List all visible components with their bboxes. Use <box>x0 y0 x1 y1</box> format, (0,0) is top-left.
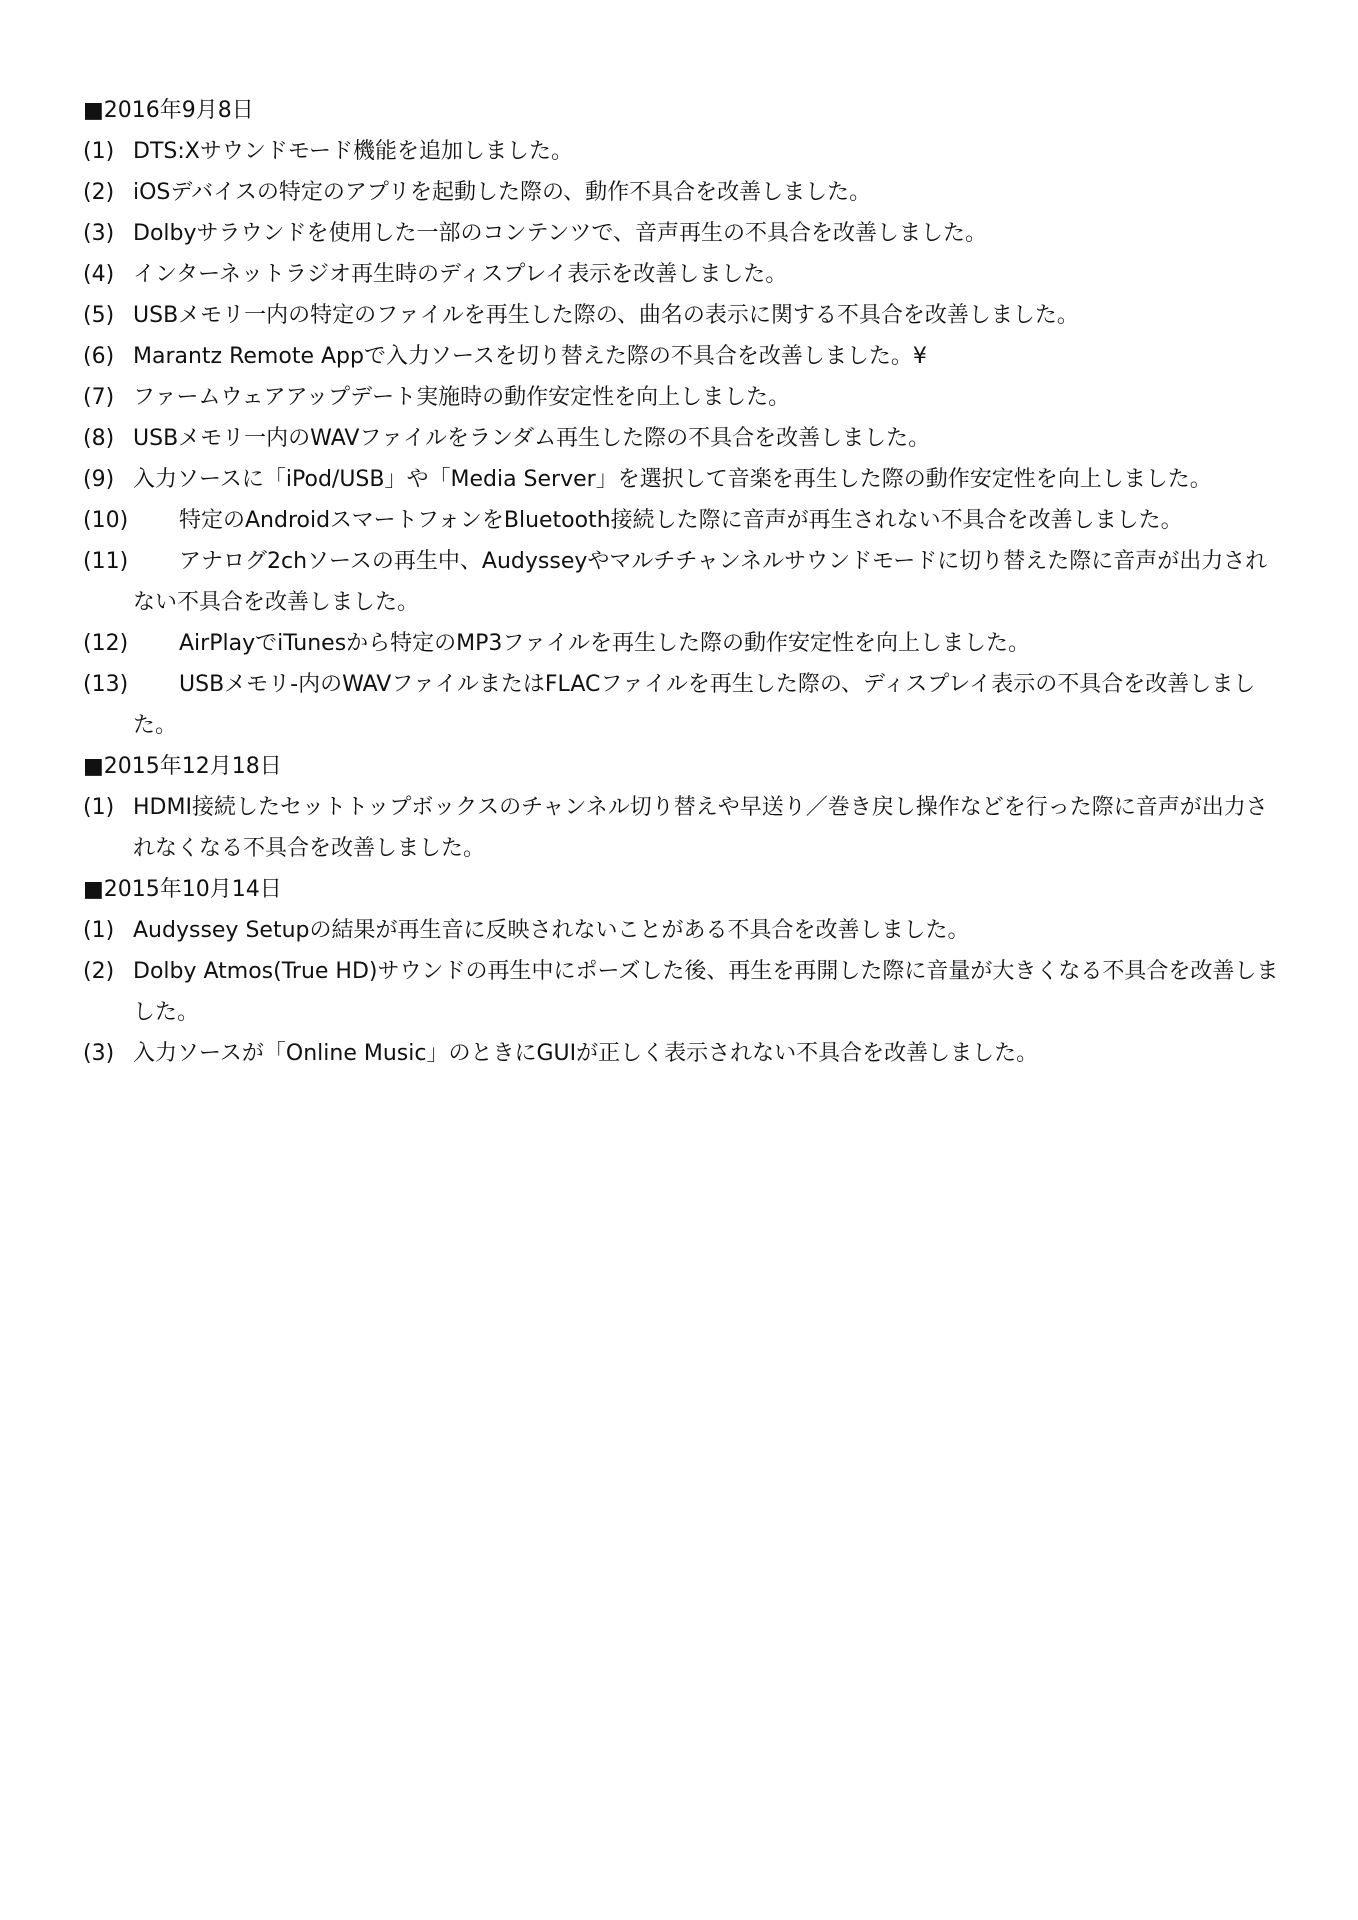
item-text: アナログ2chソースの再生中、Audysseyやマルチチャンネルサウンドモードに切り替えた際に音声が出力されない不具合を改善しました。 <box>133 549 1268 615</box>
item-text: Marantz Remote Appで入力ソースを切り替えた際の不具合を改善しました。¥ <box>133 344 927 369</box>
item-text: Audyssey Setupの結果が再生音に反映されないことがある不具合を改善しました。 <box>133 918 970 943</box>
list-item <box>83 541 1283 623</box>
list-item <box>83 295 1283 336</box>
list-item <box>83 1033 1283 1074</box>
list-item <box>83 131 1283 172</box>
section-heading: ■2016年9月8日 <box>83 98 254 123</box>
item-text: DTS:Xサウンドモード機能を追加しました。 <box>133 139 573 164</box>
item-number: (7) <box>83 385 115 410</box>
release-notes-document <box>83 90 1283 1074</box>
list-item <box>83 910 1283 951</box>
section-heading: ■2015年12月18日 <box>83 754 282 779</box>
item-text: 入力ソースが「Online Music」のときにGUIが正しく表示されない不具合を改善しました。 <box>133 1041 1039 1066</box>
list-item <box>83 172 1283 213</box>
item-text: USBメモリ一内の特定のファイルを再生した際の、曲名の表示に関する不具合を改善しました。 <box>133 303 1079 328</box>
item-number: (2) <box>83 959 115 984</box>
item-text: Dolby Atmos(True HD)サウンドの再生中にポーズした後、再生を再開した際に音量が大きくなる不具合を改善しました。 <box>133 959 1279 1025</box>
item-number: (5) <box>83 303 115 328</box>
item-number: (1) <box>83 139 115 164</box>
item-number: (10) <box>83 508 129 533</box>
item-number: (1) <box>83 795 115 820</box>
item-text: ファームウェアアップデート実施時の動作安定性を向上しました。 <box>133 385 791 410</box>
item-number: (6) <box>83 344 115 369</box>
item-text: HDMI接続したセットトップボックスのチャンネル切り替えや早送り／巻き戻し操作などを行った際に音声が出力されなくなる不具合を改善しました。 <box>133 795 1268 861</box>
item-number: (9) <box>83 467 115 492</box>
list-item <box>83 500 1283 541</box>
list-item <box>83 254 1283 295</box>
item-text: 入力ソースに「iPod/USB」や「Media Server」を選択して音楽を再生した際の動作安定性を向上しました。 <box>133 467 1212 492</box>
item-text: USBメモリ-内のWAVファイルまたはFLACファイルを再生した際の、ディスプレイ表示の不具合を改善しました。 <box>133 672 1256 738</box>
list-item <box>83 459 1283 500</box>
item-number: (4) <box>83 262 115 287</box>
list-item <box>83 336 1283 377</box>
item-text: iOSデバイスの特定のアプリを起動した際の、動作不具合を改善しました。 <box>133 180 872 205</box>
list-item <box>83 787 1283 869</box>
section-heading: ■2015年10月14日 <box>83 877 282 902</box>
list-item <box>83 418 1283 459</box>
item-number: (11) <box>83 549 129 574</box>
item-text: AirPlayでiTunesから特定のMP3ファイルを再生した際の動作安定性を向上しました。 <box>179 631 1030 656</box>
list-item <box>83 951 1283 1033</box>
list-item <box>83 664 1283 746</box>
item-text: USBメモリ一内のWAVファイルをランダム再生した際の不具合を改善しました。 <box>133 426 931 451</box>
item-number: (13) <box>83 672 129 697</box>
list-item <box>83 213 1283 254</box>
item-number: (8) <box>83 426 115 451</box>
list-item <box>83 623 1283 664</box>
item-number: (3) <box>83 1041 115 1066</box>
item-text: インターネットラジオ再生時のディスプレイ表示を改善しました。 <box>133 262 788 287</box>
item-number: (3) <box>83 221 115 246</box>
item-text: 特定のAndroidスマートフォンをBluetooth接続した際に音声が再生されない不具合を改善しました。 <box>179 508 1183 533</box>
item-number: (12) <box>83 631 129 656</box>
item-number: (1) <box>83 918 115 943</box>
item-number: (2) <box>83 180 115 205</box>
list-item <box>83 377 1283 418</box>
item-text: Dolbyサラウンドを使用した一部のコンテンツで、音声再生の不具合を改善しました。 <box>133 221 987 246</box>
